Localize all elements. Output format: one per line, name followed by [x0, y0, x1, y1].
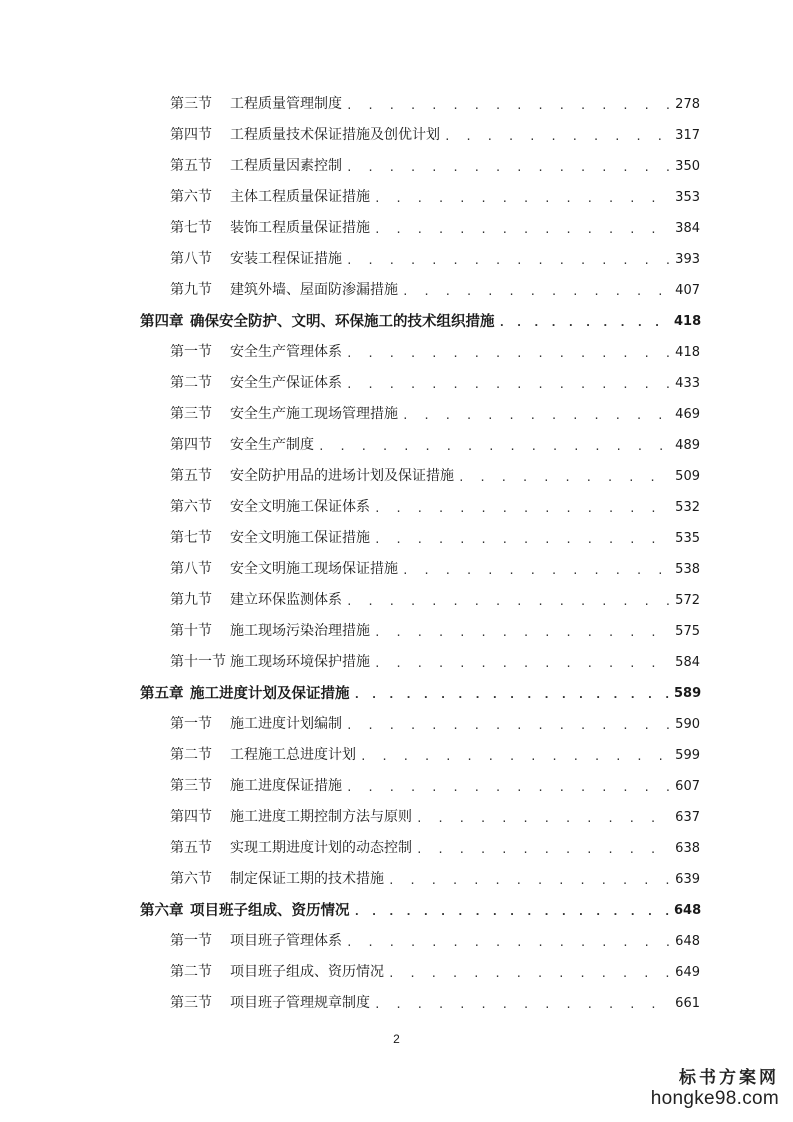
toc-entry-page: 489	[675, 438, 700, 453]
toc-entry-page: 637	[675, 810, 700, 825]
toc-entry-number: 第二节	[170, 964, 212, 980]
toc-entry-number: 第五节	[170, 158, 212, 174]
toc-entry-number: 第五节	[170, 468, 212, 484]
toc-entry-number: 第三节	[170, 406, 212, 422]
toc-section-entry[interactable]	[0, 151, 793, 182]
toc-entry-title: 安全生产制度	[230, 437, 314, 453]
toc-entry-number: 第三节	[170, 778, 212, 794]
toc-entry-number: 第六章	[140, 902, 184, 919]
dot-leader	[374, 493, 670, 524]
dot-leader	[374, 989, 670, 1020]
toc-entry-title: 安全文明施工保证体系	[230, 499, 370, 515]
toc-entry-page: 575	[675, 624, 700, 639]
dot-leader	[374, 648, 670, 679]
toc-chapter-entry[interactable]	[0, 895, 793, 926]
toc-entry-page: 393	[675, 252, 700, 267]
toc-entry-title: 工程质量因素控制	[230, 158, 342, 174]
toc-entry-title: 项目班子管理体系	[230, 933, 342, 949]
toc-entry-number: 第六节	[170, 871, 212, 887]
dot-leader	[346, 90, 670, 121]
toc-entry-title: 项目班子管理规章制度	[230, 995, 370, 1011]
toc-entry-number: 第一节	[170, 344, 212, 360]
dot-leader	[346, 245, 670, 276]
toc-entry-page: 589	[674, 686, 702, 701]
toc-section-entry[interactable]	[0, 957, 793, 988]
toc-entry-title: 安全文明施工现场保证措施	[230, 561, 398, 577]
toc-entry-page: 638	[675, 841, 700, 856]
toc-section-entry[interactable]	[0, 585, 793, 616]
dot-leader	[354, 896, 671, 927]
dot-leader	[444, 121, 670, 152]
toc-entry-number: 第二节	[170, 375, 212, 391]
dot-leader	[360, 741, 670, 772]
dot-leader	[318, 431, 670, 462]
toc-entry-number: 第一节	[170, 716, 212, 732]
toc-entry-page: 418	[675, 345, 700, 360]
toc-section-entry[interactable]	[0, 802, 793, 833]
toc-entry-page: 535	[675, 531, 700, 546]
toc-entry-title: 安装工程保证措施	[230, 251, 342, 267]
toc-section-entry[interactable]	[0, 926, 793, 957]
dot-leader	[346, 927, 670, 958]
toc-entry-title: 制定保证工期的技术措施	[230, 871, 384, 887]
toc-entry-number: 第四章	[140, 313, 184, 330]
toc-section-entry[interactable]	[0, 244, 793, 275]
toc-entry-title: 施工进度保证措施	[230, 778, 342, 794]
toc-entry-title: 项目班子组成、资历情况	[230, 964, 384, 980]
toc-section-entry[interactable]	[0, 213, 793, 244]
dot-leader	[499, 307, 671, 338]
toc-entry-page: 590	[675, 717, 700, 732]
toc-entry-number: 第四节	[170, 127, 212, 143]
toc-entry-title: 工程质量技术保证措施及创优计划	[230, 127, 440, 143]
toc-entry-number: 第三节	[170, 995, 212, 1011]
toc-entry-page: 433	[675, 376, 700, 391]
toc-entry-number: 第二节	[170, 747, 212, 763]
dot-leader	[374, 183, 670, 214]
toc-section-entry[interactable]	[0, 492, 793, 523]
toc-entry-page: 648	[674, 903, 702, 918]
toc-entry-number: 第十节	[170, 623, 212, 639]
site-watermark-logo	[619, 1068, 779, 1110]
toc-section-entry[interactable]	[0, 523, 793, 554]
toc-entry-page: 648	[675, 934, 700, 949]
toc-entry-title: 安全生产管理体系	[230, 344, 342, 360]
dot-leader	[354, 679, 671, 710]
toc-entry-title: 项目班子组成、资历情况	[190, 902, 350, 919]
toc-entry-page: 509	[675, 469, 700, 484]
dot-leader	[458, 462, 670, 493]
toc-entry-number: 第五章	[140, 685, 184, 702]
toc-chapter-entry[interactable]	[0, 678, 793, 709]
toc-chapter-entry[interactable]	[0, 306, 793, 337]
dot-leader	[416, 803, 670, 834]
dot-leader	[388, 865, 670, 896]
toc-entry-title: 施工现场环境保护措施	[230, 654, 370, 670]
dot-leader	[388, 958, 670, 989]
toc-section-entry[interactable]	[0, 709, 793, 740]
toc-section-entry[interactable]	[0, 864, 793, 895]
toc-entry-page: 418	[674, 314, 702, 329]
toc-entry-title: 安全文明施工保证措施	[230, 530, 370, 546]
toc-section-entry[interactable]	[0, 399, 793, 430]
toc-entry-title: 施工进度计划编制	[230, 716, 342, 732]
toc-entry-page: 384	[675, 221, 700, 236]
toc-section-entry[interactable]	[0, 771, 793, 802]
toc-entry-number: 第七节	[170, 220, 212, 236]
toc-entry-number: 第四节	[170, 437, 212, 453]
toc-entry-page: 661	[675, 996, 700, 1011]
dot-leader	[346, 772, 670, 803]
toc-entry-page: 407	[675, 283, 700, 298]
toc-entry-page: 649	[675, 965, 700, 980]
toc-section-entry[interactable]	[0, 430, 793, 461]
toc-section-entry[interactable]	[0, 647, 793, 678]
toc-section-entry[interactable]	[0, 368, 793, 399]
toc-entry-page: 532	[675, 500, 700, 515]
table-of-contents	[0, 89, 793, 1019]
toc-entry-title: 安全生产保证体系	[230, 375, 342, 391]
dot-leader	[346, 586, 670, 617]
toc-entry-title: 主体工程质量保证措施	[230, 189, 370, 205]
toc-entry-page: 350	[675, 159, 700, 174]
dot-leader	[402, 276, 670, 307]
toc-entry-page: 317	[675, 128, 700, 143]
toc-entry-title: 建筑外墙、屋面防渗漏措施	[230, 282, 398, 298]
dot-leader	[402, 555, 670, 586]
toc-entry-page: 538	[675, 562, 700, 577]
toc-entry-title: 施工进度计划及保证措施	[190, 685, 350, 702]
watermark-url-text: hongke98.com	[650, 1088, 779, 1109]
toc-entry-page: 599	[675, 748, 700, 763]
toc-section-entry[interactable]	[0, 182, 793, 213]
dot-leader	[346, 710, 670, 741]
page-number: 2	[393, 1032, 400, 1046]
toc-section-entry[interactable]	[0, 461, 793, 492]
toc-entry-title: 安全防护用品的进场计划及保证措施	[230, 468, 454, 484]
toc-entry-title: 施工现场污染治理措施	[230, 623, 370, 639]
toc-entry-number: 第五节	[170, 840, 212, 856]
toc-entry-page: 584	[675, 655, 700, 670]
toc-entry-title: 工程质量管理制度	[230, 96, 342, 112]
toc-section-entry[interactable]	[0, 89, 793, 120]
dot-leader	[346, 152, 670, 183]
toc-entry-page: 353	[675, 190, 700, 205]
toc-section-entry[interactable]	[0, 275, 793, 306]
toc-entry-page: 572	[675, 593, 700, 608]
toc-section-entry[interactable]	[0, 120, 793, 151]
toc-entry-title: 安全生产施工现场管理措施	[230, 406, 398, 422]
toc-section-entry[interactable]	[0, 554, 793, 585]
toc-section-entry[interactable]	[0, 337, 793, 368]
dot-leader	[374, 214, 670, 245]
toc-entry-title: 建立环保监测体系	[230, 592, 342, 608]
toc-entry-page: 469	[675, 407, 700, 422]
toc-entry-number: 第六节	[170, 499, 212, 515]
toc-entry-page: 278	[675, 97, 700, 112]
toc-section-entry[interactable]	[0, 740, 793, 771]
toc-entry-number: 第七节	[170, 530, 212, 546]
dot-leader	[346, 369, 670, 400]
toc-entry-title: 实现工期进度计划的动态控制	[230, 840, 412, 856]
toc-section-entry[interactable]	[0, 988, 793, 1019]
toc-entry-title: 装饰工程质量保证措施	[230, 220, 370, 236]
toc-entry-title: 施工进度工期控制方法与原则	[230, 809, 412, 825]
dot-leader	[374, 617, 670, 648]
watermark-chinese-text: 标书方案网	[679, 1068, 779, 1088]
toc-section-entry[interactable]	[0, 616, 793, 647]
toc-entry-number: 第六节	[170, 189, 212, 205]
dot-leader	[402, 400, 670, 431]
dot-leader	[374, 524, 670, 555]
toc-entry-title: 工程施工总进度计划	[230, 747, 356, 763]
toc-section-entry[interactable]	[0, 833, 793, 864]
toc-entry-number: 第八节	[170, 251, 212, 267]
toc-entry-page: 607	[675, 779, 700, 794]
dot-leader	[346, 338, 670, 369]
toc-entry-number: 第十一节	[170, 654, 226, 670]
toc-entry-number: 第三节	[170, 96, 212, 112]
toc-entry-number: 第八节	[170, 561, 212, 577]
dot-leader	[416, 834, 670, 865]
toc-entry-number: 第九节	[170, 282, 212, 298]
toc-entry-number: 第一节	[170, 933, 212, 949]
toc-entry-number: 第四节	[170, 809, 212, 825]
toc-entry-number: 第九节	[170, 592, 212, 608]
toc-entry-page: 639	[675, 872, 700, 887]
toc-entry-title: 确保安全防护、文明、环保施工的技术组织措施	[190, 313, 495, 330]
